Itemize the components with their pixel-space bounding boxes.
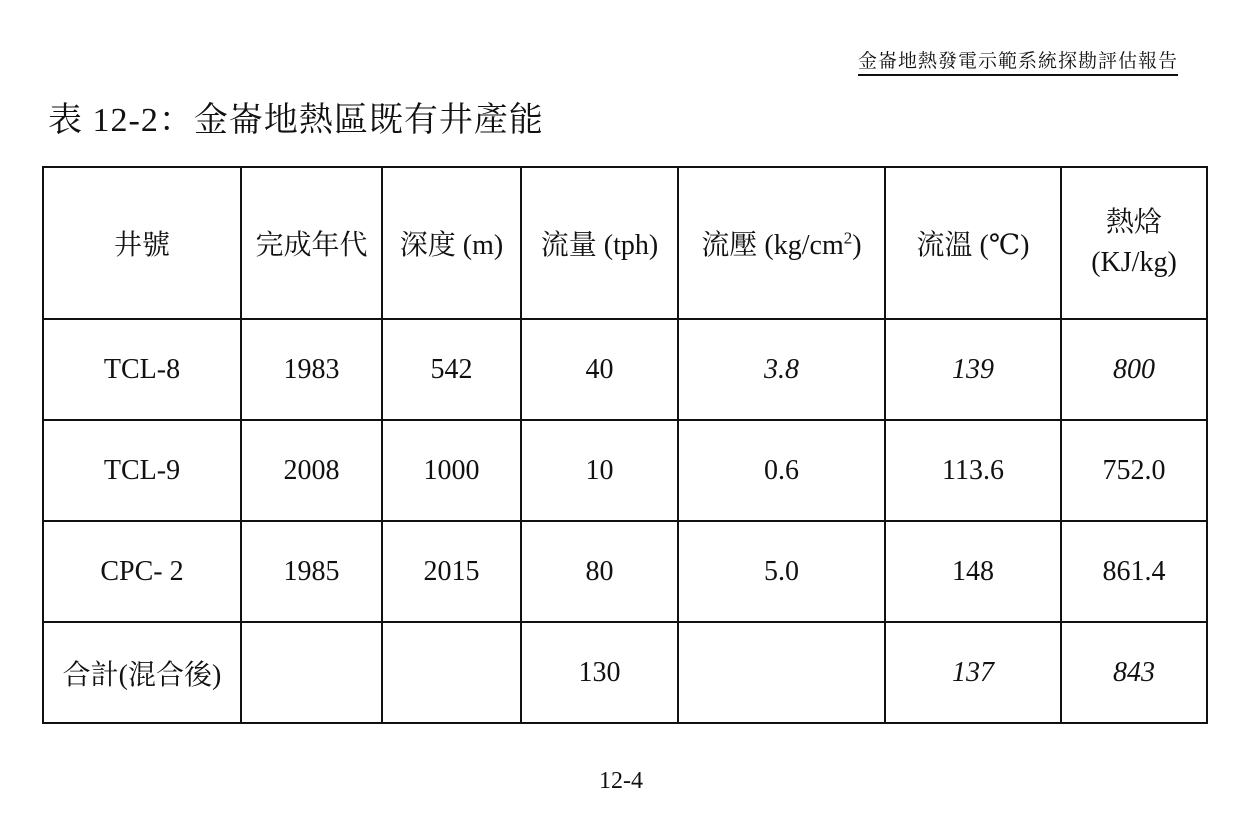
cell-flow: 40: [521, 319, 678, 420]
cell-year: 1983: [241, 319, 382, 420]
cell-well: 合計(混合後): [43, 622, 241, 723]
table-header-row: [43, 167, 1207, 319]
cell-pressure: 5.0: [678, 521, 885, 622]
header-well-id: 井號: [43, 167, 241, 319]
header-flow-pressure-label: 流壓 (kg/cm: [701, 230, 844, 261]
cell-year: [241, 622, 382, 723]
table-row: [43, 319, 1207, 420]
header-flow-rate: 流量 (tph): [521, 167, 678, 319]
cell-depth: [382, 622, 521, 723]
cell-temperature: 148: [885, 521, 1061, 622]
cell-pressure: 3.8: [678, 319, 885, 420]
header-enthalpy-unit: (KJ/kg): [1091, 247, 1177, 278]
table-row: [43, 420, 1207, 521]
header-flow-pressure: [678, 167, 885, 319]
cell-temperature: 139: [885, 319, 1061, 420]
cell-flow: 80: [521, 521, 678, 622]
header-flow-pressure-superscript: 2: [843, 228, 853, 248]
cell-pressure: 0.6: [678, 420, 885, 521]
cell-enthalpy: 800: [1061, 319, 1207, 420]
running-header: 金崙地熱發電示範系統探勘評估報告: [858, 46, 1178, 76]
cell-well: TCL-9: [43, 420, 241, 521]
table-row: [43, 521, 1207, 622]
table-title: 表 12-2：金崙地熱區既有井產能: [48, 102, 544, 139]
cell-flow: 10: [521, 420, 678, 521]
cell-pressure: [678, 622, 885, 723]
cell-well: CPC- 2: [43, 521, 241, 622]
header-depth: 深度 (m): [382, 167, 521, 319]
header-completion-year: 完成年代: [241, 167, 382, 319]
header-enthalpy: [1061, 167, 1207, 319]
cell-depth: 542: [382, 319, 521, 420]
cell-enthalpy: 861.4: [1061, 521, 1207, 622]
header-flow-pressure-suffix: ): [852, 230, 862, 261]
cell-year: 2008: [241, 420, 382, 521]
cell-temperature: 113.6: [885, 420, 1061, 521]
cell-year: 1985: [241, 521, 382, 622]
cell-enthalpy: 843: [1061, 622, 1207, 723]
cell-enthalpy: 752.0: [1061, 420, 1207, 521]
cell-temperature: 137: [885, 622, 1061, 723]
well-capacity-table: [42, 166, 1208, 724]
page-number: 12-4: [599, 768, 643, 794]
cell-flow: 130: [521, 622, 678, 723]
header-enthalpy-label: 熱焓: [1105, 207, 1162, 238]
cell-well: TCL-8: [43, 319, 241, 420]
table-total-row: [43, 622, 1207, 723]
header-flow-temperature: 流溫 (℃): [885, 167, 1061, 319]
cell-depth: 1000: [382, 420, 521, 521]
cell-depth: 2015: [382, 521, 521, 622]
